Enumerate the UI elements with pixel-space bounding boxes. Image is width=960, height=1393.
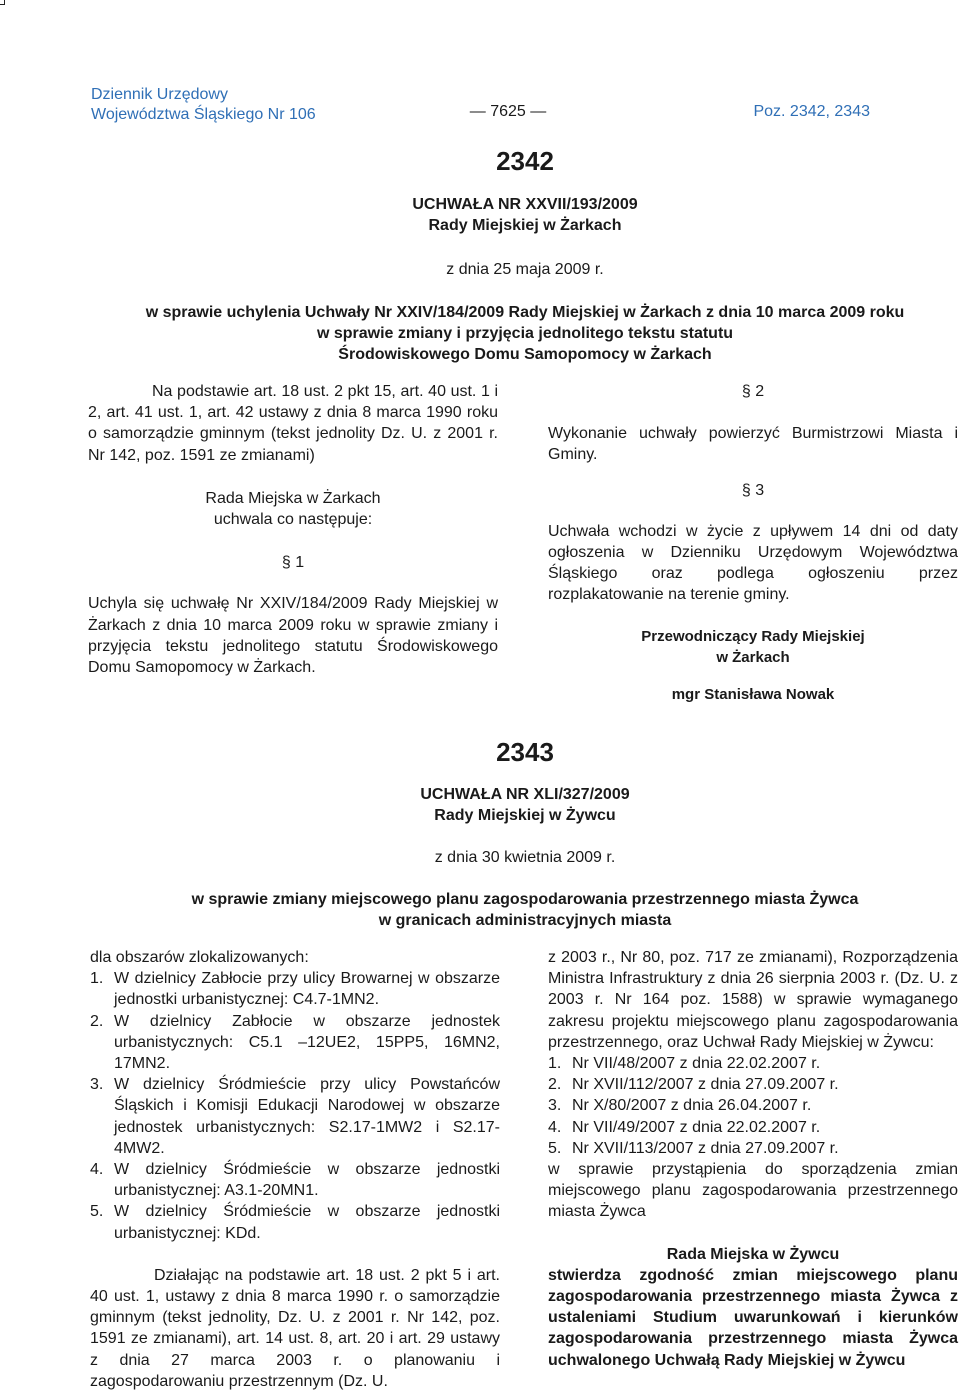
journal-title (91, 85, 316, 125)
list-item: 3. Nr X/80/2007 z dnia 26.04.2007 r. (548, 1097, 812, 1115)
act-title-line2: Rady Miejskiej w Żarkach (428, 217, 622, 234)
act-title-line1: UCHWAŁA NR XXVII/193/2009 (412, 196, 638, 213)
act2-title (60, 784, 960, 826)
act2-left-column (90, 947, 500, 1392)
act2-right-column (548, 947, 958, 1371)
act-date: z dnia 25 maja 2009 r. (446, 261, 604, 278)
preamble: Na podstawie art. 18 ust. 2 pkt 15, art. 40 ust. 1 i 2, art. 41 ust. 1, art. 42 ustawy z dnia 8 marca 1990 roku o samorządzie gminnym (tekst jednolity Dz. U. z 2001 r. Nr 142, poz. 1591 ze zmianami) (88, 383, 498, 464)
act-subject (60, 302, 960, 365)
act-subject-line3: Środowiskowego Domu Samopomocy w Żarkach (338, 346, 712, 363)
position-number: Poz. 2342, 2343 (753, 103, 870, 120)
act1-right-column (548, 381, 958, 705)
act2-date: z dnia 30 kwietnia 2009 r. (434, 849, 616, 866)
list-item: 3. W dzielnicy Śródmieście przy ulicy Powstańców Śląskich i Komisji Edukacji Narodowej w obszarze jednostek urbanistycznych: S2.17-1MW2 i S2.17-4MW2. (90, 1076, 500, 1157)
legal-basis: Działając na podstawie art. 18 ust. 2 pkt 5 i art. 40 ust. 1, ustawy z dnia 8 marca 1990 r. o samorządzie gminnym (tekst jednolity, Dz. U. z 2001 r. Nr 142, poz. 1591 ze zmianami), art. 14 ust. 8, art. 20 i art. 29 ustawy z dnia 27 marca 2003 r. o planowaniu i zagospodarowaniu przestrzennym (Dz. U. (90, 1266, 500, 1390)
section-1-text: Uchyla się uchwałę Nr XXIV/184/2009 Rady Miejskiej w Żarkach z dnia 10 marca 2009 roku w sprawie zmiany i przyjęcia tekstu jednolitego statutu Środowiskowego Domu Samopomocy w Żarkach. (88, 595, 498, 677)
section-1-label: § 1 (281, 554, 305, 572)
resolves-line: uchwala co następuje: (213, 511, 373, 529)
act2-subject-line1: w sprawie zmiany miejscowego planu zagospodarowania przestrzennego miasta Żywca (191, 891, 859, 908)
areas-list (90, 968, 500, 1244)
list-item: 4. Nr VII/49/2007 z dnia 22.02.2007 r. (548, 1118, 821, 1136)
council-name-zywiec: Rada Miejska w Żywcu (666, 1245, 840, 1263)
act-subject-line2: w sprawie zmiany i przyjęcia jednolitego tekstu statutu (316, 325, 734, 342)
chair-title-line1: Przewodniczący Rady Miejskiej (641, 627, 865, 645)
journal-title-line2: Województwa Śląskiego Nr 106 (91, 106, 316, 123)
crop-mark (0, 0, 5, 5)
signature-block (548, 626, 958, 705)
council-finding: stwierdza zgodność zmian miejscowego planu zagospodarowania przestrzennego miasta Żywca z ustaleniami Studium uwarunkowań i kierunków zagospodarowania przestrzennego miasta Żywca uchwalonego Uchwałą Rady Miejskiej w Żywcu (548, 1266, 958, 1369)
list-item: 2. W dzielnicy Zabłocie w obszarze jednostek urbanistycznych: C5.1 –12UE2, 15PP5, 16MN2, 17MN2. (90, 1012, 500, 1073)
resolutions-subject: w sprawie przystąpienia do sporządzenia zmian miejscowego planu zagospodarowania przestrzennego miasta Żywca (548, 1161, 958, 1221)
list-item: 1. Nr VII/48/2007 z dnia 22.02.2007 r. (548, 1055, 821, 1073)
list-item: 5. Nr XVII/113/2007 z dnia 27.09.2007 r. (548, 1139, 839, 1157)
section-2-label: § 2 (741, 383, 765, 400)
chair-title-line2: w Żarkach (716, 648, 790, 666)
section-2-text: Wykonanie uchwały powierzyć Burmistrzowi Miasta i Gminy. (548, 425, 958, 464)
legal-basis-continued: z 2003 r., Nr 80, poz. 717 ze zmianami), Rozporządzenia Ministra Infrastruktury z dnia 26 sierpnia 2003 r. (Dz. U. z 2003 r. Nr 164 poz. 1588) w sprawie wymaganego zakresu projektu miejscowego planu zagospodarowania przestrzennego, oraz Uchwał Rady Miejskiej w Żywcu: (548, 949, 958, 1051)
act-title (60, 194, 960, 236)
list-item: 4. W dzielnicy Śródmieście w obszarze jednostki urbanistycznej: A3.1-20MN1. (90, 1161, 500, 1200)
act2-subject-line2: w granicach administracyjnych miasta (378, 912, 672, 929)
act-subject-line1: w sprawie uchylenia Uchwały Nr XXIV/184/2009 Rady Miejskiej w Żarkach z dnia 10 marca 2009 roku (145, 304, 905, 321)
section-3-text: Uchwała wchodzi w życie z upływem 14 dni od daty ogłoszenia w Dzienniku Urzędowym Województwa Śląskiego oraz podlega ogłoszeniu przez rozplakatowanie na terenie gminy. (548, 522, 958, 604)
act2-subject (60, 889, 960, 931)
resolutions-list (548, 1053, 958, 1159)
council-name: Rada Miejska w Żarkach (205, 489, 381, 507)
list-item: 2. Nr XVII/112/2007 z dnia 27.09.2007 r. (548, 1076, 839, 1094)
act-number: 2342 (496, 146, 554, 176)
list-item: 1. W dzielnicy Zabłocie przy ulicy Browarnej w obszarze jednostki urbanistycznej: C4.7-1MN2. (90, 970, 500, 1009)
act1-left-column (88, 381, 498, 678)
section-3-label: § 3 (741, 481, 765, 499)
act2-number: 2343 (496, 737, 554, 767)
chair-name: mgr Stanisława Nowak (671, 685, 835, 703)
areas-intro: dla obszarów zlokalizowanych: (90, 949, 309, 966)
act2-title-line2: Rady Miejskiej w Żywcu (434, 807, 616, 824)
act2-title-line1: UCHWAŁA NR XLI/327/2009 (420, 786, 630, 803)
journal-title-line1: Dziennik Urzędowy (91, 86, 228, 103)
page-number: — 7625 — (469, 103, 547, 120)
list-item: 5. W dzielnicy Śródmieście w obszarze jednostki urbanistycznej: KDd. (90, 1203, 500, 1242)
